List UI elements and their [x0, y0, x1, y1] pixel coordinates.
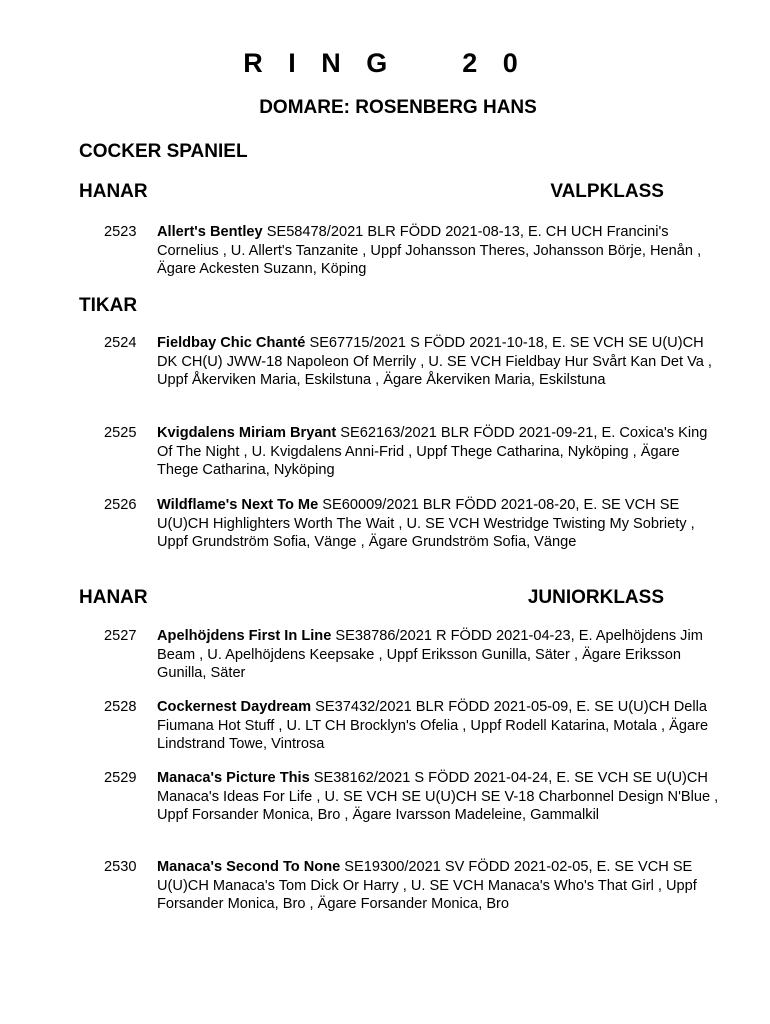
- ring-title: R I N G 2 0: [243, 48, 527, 78]
- dog-name: Manaca's Second To None: [157, 859, 341, 875]
- entry-text: [157, 223, 722, 279]
- entry-text: [157, 769, 722, 825]
- entry-text: [157, 698, 722, 754]
- dog-details: SE58478/2021 BLR FÖDD 2021-08-13, E. CH UCH Francini's Cornelius , U. Allert's Tanzanite , Uppf Johansson Theres, Johansson Börje, Henån , Ägare Ackesten Suzann, Köping: [157, 224, 702, 277]
- section-header-hanar-juniorklass: [79, 587, 664, 611]
- section-sex-label: TIKAR: [79, 295, 138, 316]
- entry-text: [157, 424, 722, 480]
- catalog-number: 2529: [104, 770, 137, 786]
- judge-heading: DOMARE: ROSENBERG HANS: [259, 97, 537, 118]
- dog-name: Apelhöjdens First In Line: [157, 628, 332, 644]
- catalog-number: 2527: [104, 628, 137, 644]
- dog-name: Wildflame's Next To Me: [157, 497, 319, 513]
- entry-text: [157, 858, 722, 914]
- dog-details: SE60009/2021 BLR FÖDD 2021-08-20, E. SE VCH SE U(U)CH Highlighters Worth The Wait , U. SE VCH Westridge Twisting My Sobriety , Uppf Grundström Sofia, Vänge , Ägare Grundström Sofia, Vänge: [157, 497, 695, 550]
- section-class-label: VALPKLASS: [550, 181, 664, 202]
- catalog-number: 2526: [104, 497, 137, 513]
- catalog-number: 2525: [104, 425, 137, 441]
- entry-text: [157, 627, 722, 683]
- dog-details: SE67715/2021 S FÖDD 2021-10-18, E. SE VCH SE U(U)CH DK CH(U) JWW-18 Napoleon Of Merrily , U. SE VCH Fieldbay Hur Svårt Kan Det Va , Uppf Åkerviken Maria, Eskilstuna , Ägare Åkerviken Maria, Eskilstuna: [157, 335, 712, 388]
- dog-name: Fieldbay Chic Chanté: [157, 335, 306, 351]
- dog-details: SE62163/2021 BLR FÖDD 2021-09-21, E. Coxica's King Of The Night , U. Kvigdalens Anni-Frid , Uppf Thege Catharina, Nyköping , Ägare Thege Catharina, Nyköping: [157, 425, 708, 478]
- section-sex-label: HANAR: [79, 587, 148, 608]
- dog-name: Cockernest Daydream: [157, 699, 312, 715]
- section-header-tikar: [79, 295, 664, 319]
- catalog-number: 2524: [104, 335, 137, 351]
- section-class-label: JUNIORKLASS: [527, 587, 664, 608]
- dog-name: Allert's Bentley: [157, 224, 263, 240]
- entry-text: [157, 334, 722, 390]
- catalog-number: 2528: [104, 699, 137, 715]
- section-header-hanar-valpklass: [79, 181, 664, 205]
- breed-heading: COCKER SPANIEL: [79, 141, 248, 162]
- entry-text: [157, 496, 722, 552]
- dog-name: Manaca's Picture This: [157, 770, 310, 786]
- catalog-number: 2530: [104, 859, 137, 875]
- dog-details: SE19300/2021 SV FÖDD 2021-02-05, E. SE VCH SE U(U)CH Manaca's Tom Dick Or Harry , U. SE VCH Manaca's Who's That Girl , Uppf Forsander Monica, Bro , Ägare Forsander Monica, Bro: [157, 859, 697, 912]
- dog-details: SE37432/2021 BLR FÖDD 2021-05-09, E. SE U(U)CH Della Fiumana Hot Stuff , U. LT CH Brocklyn's Ofelia , Uppf Rodell Katarina, Motala , Ägare Lindstrand Towe, Vintrosa: [157, 699, 709, 752]
- dog-details: SE38162/2021 S FÖDD 2021-04-24, E. SE VCH SE U(U)CH Manaca's Ideas For Life , U. SE VCH SE U(U)CH SE V-18 Charbonnel Design N'Blue , Uppf Forsander Monica, Bro , Ägare Ivarsson Madeleine, Gammalkil: [157, 770, 719, 823]
- section-sex-label: HANAR: [79, 181, 148, 202]
- catalog-number: 2523: [104, 224, 137, 240]
- dog-details: SE38786/2021 R FÖDD 2021-04-23, E. Apelhöjdens Jim Beam , U. Apelhöjdens Keepsake , Uppf Eriksson Gunilla, Säter , Ägare Eriksson Gunilla, Säter: [157, 628, 703, 681]
- dog-name: Kvigdalens Miriam Bryant: [157, 425, 337, 441]
